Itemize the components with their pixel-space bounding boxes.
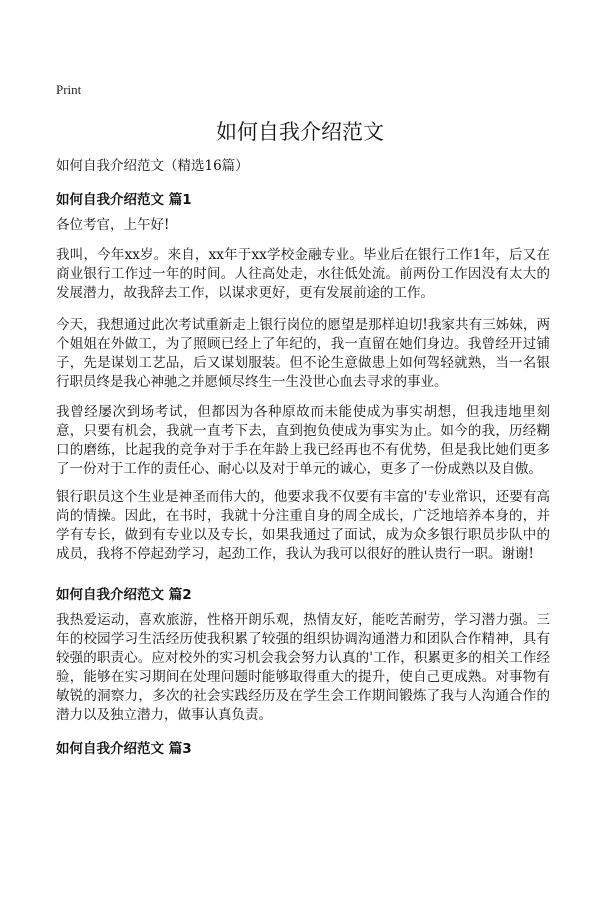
section-1-paragraph-2: 我叫，今年xx岁。来自，xx年于xx学校金融专业。毕业后在银行工作1年，后又在商业银行工作过一年的时间。人往高处走，水往低处流。前两份工作因没有太大的发展潜力，故我辞去工作，以谋求更好，更有发展前途的工作。 [56, 247, 550, 301]
section-1-paragraph-4: 我曾经屡次到场考试，但都因为各种原故而未能使成为事实胡想，但我违地里刻意，只要有机会，我就一直考下去，直到抱负使成为事实为止。如今的我，历经糊口的磨练，比起我的竞争对于手在年龄上我已经再也不有优势，但是我比她们更多了一份对于工作的责任心、耐心以及对于单元的诚心，更多了一份成熟以及自傲。 [56, 404, 550, 477]
print-label: Print [56, 82, 82, 97]
section-1-paragraph-1: 各位考官，上午好! [56, 217, 170, 233]
section-2-heading: 如何自我介绍范文 篇2 [56, 587, 192, 603]
section-1-paragraph-3: 今天，我想通过此次考试重新走上银行岗位的愿望是那样迫切!我家共有三姊妹，两个姐姐在外做工，为了照顾已经上了年纪的，我一直留在她们身边。我曾经开过铺子，先是谋划工艺品，后又谋划服装。但不论生意做患上如何驾轻就熟，当一名银行职员终是我心神驰之并愿倾尽终生一生没世心血去寻求的事业。 [56, 317, 550, 390]
section-1-paragraph-5: 银行职员这个生业是神圣而伟大的，他要求我不仅要有丰富的'专业常识，还要有高尚的情操。因此，在书时，我就十分注重自身的周全成长，广泛地培养本身的，并学有专长，做到有专业以及专长，如果我通过了面试，成为众多银行职员步队中的成员，我将不停起劲学习，起劲工作，我认为我可以很好的胜认贵行一职。谢谢! [56, 489, 550, 562]
section-2-paragraph-1: 我热爱运动，喜欢旅游，性格开朗乐观，热情友好，能吃苦耐劳，学习潜力强。三年的校园学习生活经历使我积累了较强的组织协调沟通潜力和团队合作精神，具有较强的职责心。应对校外的实习机会我会努力认真的'工作，积累更多的相关工作经验，能够在实习期间在处理问题时能够取得重大的提升，使自己更成熟。对事物有敏锐的洞察力，多次的社会实践经历及在学生会工作期间锻炼了我与人沟通合作的潜力以及独立潜力，做事认真负责。 [56, 612, 550, 723]
section-1-heading: 如何自我介绍范文 篇1 [56, 192, 192, 208]
document-title: 如何自我介绍范文 [216, 120, 384, 144]
section-3-heading: 如何自我介绍范文 篇3 [56, 741, 192, 757]
document-subtitle: 如何自我介绍范文（精选16篇） [56, 158, 249, 174]
